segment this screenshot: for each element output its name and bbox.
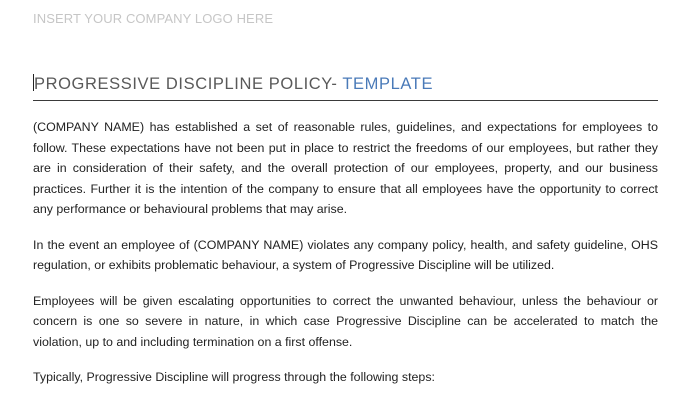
document-body[interactable] [33,117,658,403]
title-accent-text: TEMPLATE [342,75,434,93]
paragraph-violation: In the event an employee of (COMPANY NAME) violates any company policy, health, and safety guideline, OHS regulation, or exhibits problematic behaviour, a system of Progressive Discipline will be utilized. [33,237,658,272]
paragraph-steps-intro: Typically, Progressive Discipline will progress through the following steps: [33,370,435,384]
document-title[interactable] [33,74,658,101]
title-main-text: PROGRESSIVE DISCIPLINE POLICY- [34,75,343,93]
paragraph-intro: (COMPANY NAME) has established a set of reasonable rules, guidelines, and expectations for employees to follow. These expectations have not been put in place to restrict the freedoms of our employees, but rather they are in consideration of their safety, and the overall protection of our employees, property, and our business practices. Further it is the intention of the company to ensure that all employees have the opportunity to correct any performance or behavioural problems that may arise. [33,120,658,216]
logo-placeholder-text[interactable]: INSERT YOUR COMPANY LOGO HERE [33,11,274,26]
paragraph-escalation: Employees will be given escalating opportunities to correct the unwanted behaviour, unless the behaviour or concern is one so severe in nature, in which case Progressive Discipline can be accelerated to match the violation, up to and including termination on a first offense. [33,293,658,349]
